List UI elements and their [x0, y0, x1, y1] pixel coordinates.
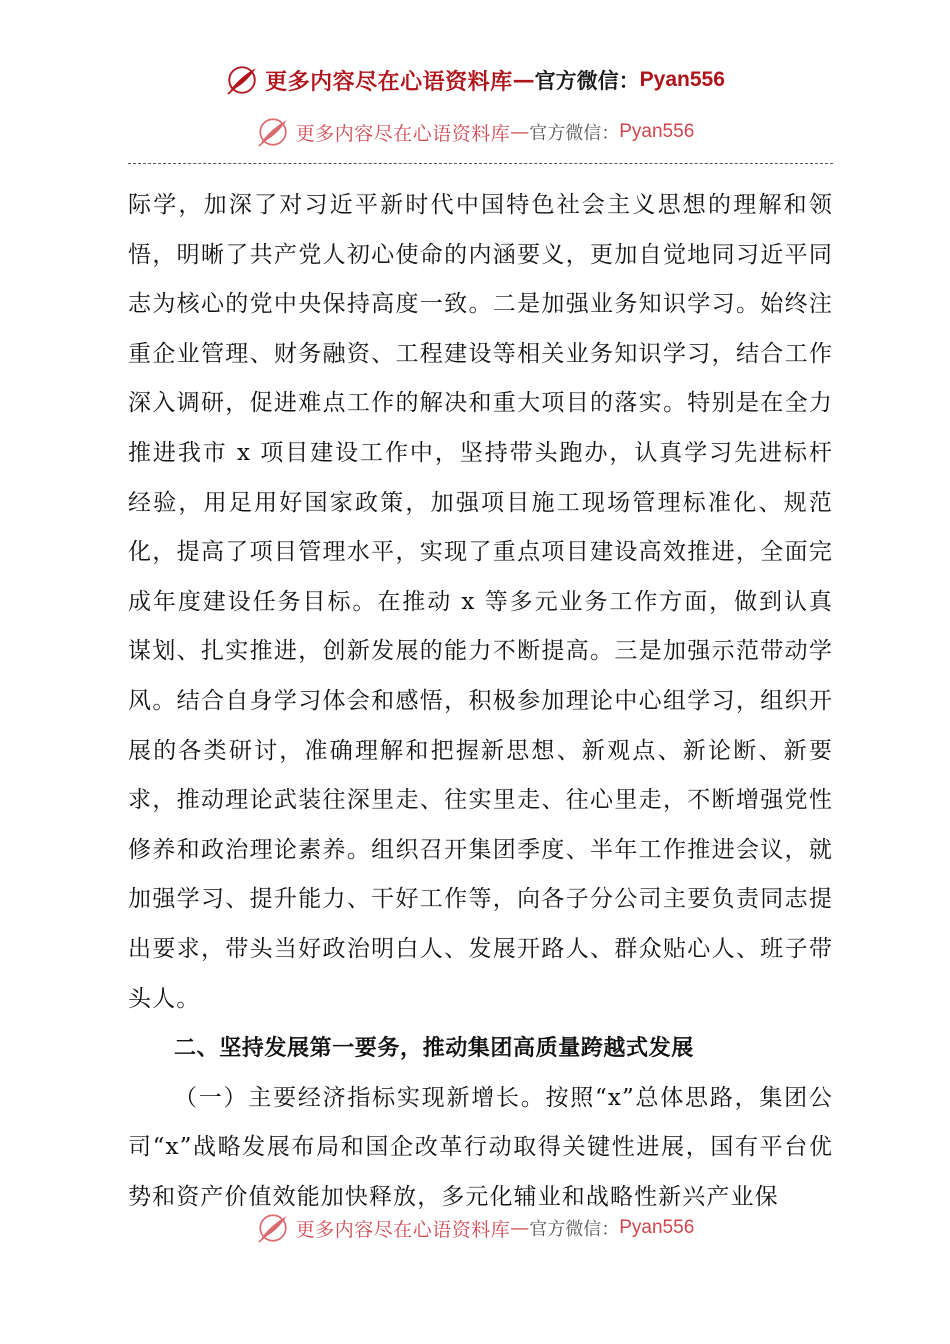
watermark-dash: —: [510, 1217, 530, 1239]
feather-pen-logo-icon: [256, 1211, 290, 1245]
feather-pen-logo-icon: [256, 115, 290, 149]
section-heading: 二、坚持发展第一要务，推动集团高质量跨越式发展: [174, 1036, 694, 1062]
header-watermark-secondary: [0, 112, 950, 152]
body-paragraph: （一）主要经济指标实现新增长。按照“x”总体思路，集团公司“x”战略发展布局和国企改革行动取得关键性进展，国有平台优势和资产价值效能加快释放，多元化辅业和战略性新兴产业保: [128, 1084, 833, 1210]
footer-watermark: [0, 1208, 950, 1248]
document-body: [128, 181, 833, 1222]
watermark-wechat-label: 官方微信：: [534, 68, 640, 93]
watermark-wechat-label: 官方微信：: [529, 123, 620, 144]
watermark-wechat-handle: Pyan556: [619, 121, 695, 142]
body-paragraph: 际学，加深了对习近平新时代中国特色社会主义思想的理解和领悟，明晰了共产党人初心使命的内涵要义，更加自觉地同习近平同志为核心的党中央保持高度一致。二是加强业务知识学习。始终注重企业管理、财务融资、工程建设等相关业务知识学习，结合工作深入调研，促进难点工作的解决和重大项目的落实。特别是在全力推进我市 x 项目建设工作中，坚持带头跑办，认真学习先进标杆经验，用足用好国家政策，加强项目施工现场管理标准化、规范化，提高了项目管理水平，实现了重点项目建设高效推进，全面完成年度建设任务目标。在推动 x 等多元业务工作方面，做到认真谋划、扎实推进，创新发展的能力不断提高。三是加强示范带动学风。结合自身学习体会和感悟，积极参加理论中心组学习，组织开展的各类研讨，准确理解和把握新思想、新观点、新论断、新要求，推动理论武装往深里走、往实里走、往心里走，不断增强党性修养和政治理论素养。组织召开集团季度、半年工作推进会议，就加强学习、提升能力、干好工作等，向各子分公司主要负责同志提出要求，带头当好政治明白人、发展开路人、群众贴心人、班子带头人。: [128, 192, 833, 1012]
header-divider: [128, 163, 833, 164]
feather-pen-logo-icon: [225, 63, 259, 97]
watermark-wechat-label: 官方微信：: [529, 1219, 620, 1240]
watermark-wechat-handle: Pyan556: [619, 1217, 695, 1238]
watermark-brand-text: 更多内容尽在心语资料库: [265, 68, 513, 95]
watermark-brand-text: 更多内容尽在心语资料库: [295, 122, 511, 145]
watermark-dash: —: [510, 121, 530, 143]
header-watermark: [0, 58, 950, 102]
watermark-dash: —: [512, 67, 535, 93]
watermark-wechat-handle: Pyan556: [639, 68, 725, 91]
watermark-brand-text: 更多内容尽在心语资料库: [295, 1218, 511, 1241]
